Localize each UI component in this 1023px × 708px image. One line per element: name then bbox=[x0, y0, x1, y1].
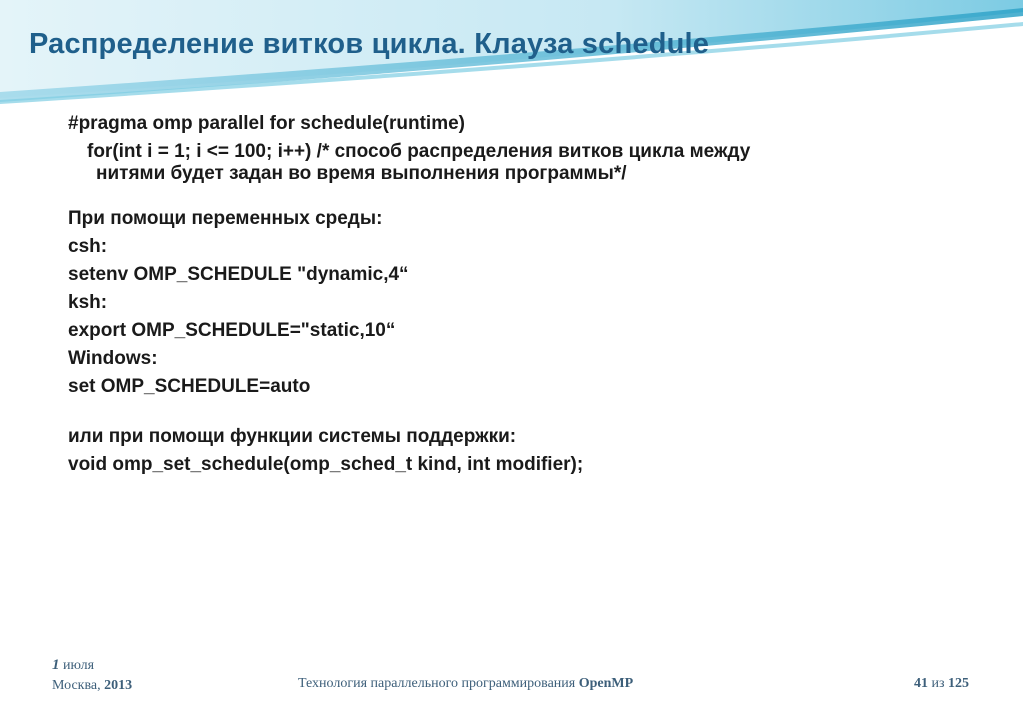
windows-label: Windows: bbox=[68, 348, 158, 369]
csh-command: setenv OMP_SCHEDULE "dynamic,4“ bbox=[68, 264, 409, 285]
function-signature: void omp_set_schedule(omp_sched_t kind, int modifier); bbox=[68, 454, 584, 475]
ksh-command: export OMP_SCHEDULE="static,10“ bbox=[68, 320, 396, 341]
windows-command: set OMP_SCHEDULE=auto bbox=[68, 376, 311, 397]
ksh-label: ksh: bbox=[68, 292, 108, 313]
footer-course bbox=[298, 676, 633, 692]
footer-page-number bbox=[914, 676, 969, 692]
slide-title: Распределение витков цикла. Клауза schedule bbox=[29, 28, 710, 60]
code-for-line-continuation: нитями будет задан во время выполнения программы*/ bbox=[96, 163, 627, 184]
footer-page-sep: из bbox=[928, 676, 949, 691]
footer-year: 2013 bbox=[104, 678, 133, 693]
csh-label: csh: bbox=[68, 236, 108, 257]
footer-page-total: 125 bbox=[948, 676, 970, 691]
function-heading: или при помощи функции системы поддержки: bbox=[68, 426, 517, 447]
footer-brand: OpenMP bbox=[578, 676, 634, 691]
footer-date bbox=[52, 655, 132, 696]
env-heading: При помощи переменных среды: bbox=[68, 208, 383, 229]
footer-month: июля bbox=[59, 658, 95, 673]
code-for-line: for(int i = 1; i <= 100; i++) /* способ распределения витков цикла между bbox=[87, 141, 751, 162]
footer-city: Москва, bbox=[52, 678, 105, 693]
footer-course-text: Технология параллельного программирования bbox=[298, 676, 579, 691]
footer-day: 1 bbox=[52, 657, 60, 673]
footer-page-current: 41 bbox=[914, 676, 928, 691]
slide-body bbox=[68, 110, 968, 479]
code-pragma-line: #pragma omp parallel for schedule(runtime) bbox=[68, 113, 465, 134]
